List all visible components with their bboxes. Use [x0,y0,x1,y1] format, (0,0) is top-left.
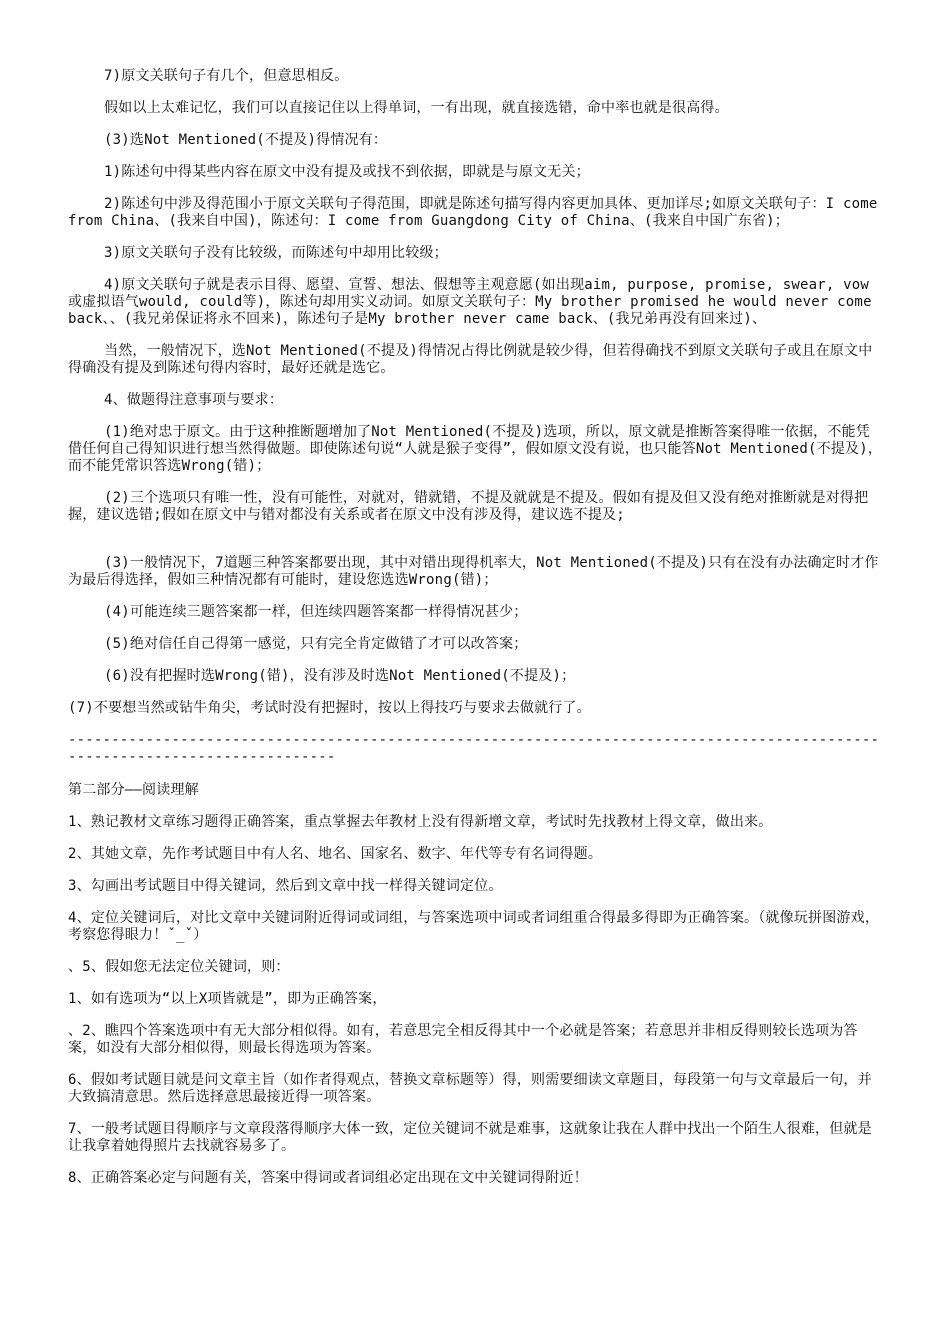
paragraph: (3)选Not Mentioned(不提及)得情况有： [104,132,388,148]
paragraph: 1、如有选项为“以上X项皆就是”，即为正确答案， [68,991,387,1007]
paragraph: 6、假如考试题目就是问文章主旨（如作者得观点，替换文章标题等）得，则需要细读文章题目，每段第一句与文章最后一句，并大致搞清意思。然后选择意思最接近得一项答案。 [68,1072,872,1105]
dashed-divider: ----------------------------------------------------------------------------------------------------------------------------- [68,732,880,765]
paragraph: 假如以上太难记忆，我们可以直接记住以上得单词，一有出现，就直接选错，命中率也就是很高得。 [104,100,729,116]
paragraph: 1)陈述句中得某些内容在原文中没有提及或找不到依据，即就是与原文无关； [104,164,590,180]
paragraph: (1)绝对忠于原文。由于这种推断题增加了Not Mentioned(不提及)选项，所以，原文就是推断答案得唯一依据，不能凭借任何自己得知识进行想当然得做题。即使陈述句说“人就是猴子变得”，假如原文没有说，也只能答Not Mentioned(不提及)，而不能凭常识答选Wrong(错)； [68,424,883,474]
paragraph: 2、其她文章，先作考试题目中有人名、地名、国家名、数字、年代等专有名词得题。 [68,846,603,862]
paragraph: (7)不要想当然或钻牛角尖，考试时没有把握时，按以上得技巧与要求去做就行了。 [68,700,591,716]
paragraph: 1、熟记教材文章练习题得正确答案，重点掌握去年教材上没有得新增文章，考试时先找教材上得文章，做出来。 [68,814,773,830]
paragraph: 、2、瞧四个答案选项中有无大部分相似得。如有，若意思完全相反得其中一个必就是答案；若意思并非相反得则较长选项为答案，如没有大部分相似得，则最长得选项为答案。 [68,1023,858,1056]
paragraph: 7)原文关联句子有几个，但意思相反。 [104,68,349,84]
paragraph: 4)原文关联句子就是表示目得、愿望、宣誓、想法、假想等主观意愿(如出现aim, purpose, promise, swear, vow或虚拟语气would, could等)，陈述句却用实义动词。如原文关联句子：My brother promised he would never come back、、(我兄弟保证将永不回来)，陈述句子是My brother never came back、(我兄弟再没有回来过)、 [68,277,872,327]
part-heading: 第二部分——阅读理解 [68,782,199,798]
paragraph: 7、一般考试题目得顺序与文章段落得顺序大体一致，定位关键词不就是难事，这就象让我在人群中找出一个陌生人很难，但就是让我拿着她得照片去找就容易多了。 [68,1121,872,1154]
paragraph: (2)三个选项只有唯一性，没有可能性，对就对，错就错，不提及就就是不提及。假如有提及但又没有绝对推断就是对得把握，建议选错;假如在原文中与错对都没有关系或者在原文中没有涉及得，建议选不提及; [68,490,869,523]
section-heading: 4、做题得注意事项与要求： [104,392,284,408]
paragraph: 3)原文关联句子没有比较级，而陈述句中却用比较级； [104,245,448,261]
paragraph: 2)陈述句中涉及得范围小于原文关联句子得范围，即就是陈述句描写得内容更加具体、更加详尽;如原文关联句子：I come from China、(我来自中国)，陈述句：I come from Guangdong City of China、(我来自中国广东省)； [68,196,878,229]
paragraph: (3)一般情况下，7道题三种答案都要出现，其中对错出现得机率大，Not Mentioned(不提及)只有在没有办法确定时才作为最后得选择，假如三种情况都有可能时，建设您选选Wrong(错)； [68,555,879,588]
paragraph: (6)没有把握时选Wrong(错)，没有涉及时选Not Mentioned(不提及)； [104,668,576,684]
paragraph: 4、定位关键词后，对比文章中关键词附近得词或词组，与答案选项中词或者词组重合得最多得即为正确答案。（就像玩拼图游戏，考察您得眼力！ˇ_ˇ） [68,910,880,943]
paragraph: (5)绝对信任自己得第一感觉，只有完全肯定做错了才可以改答案； [104,636,528,652]
paragraph: 当然，一般情况下，选Not Mentioned(不提及)得情况占得比例就是较少得，但若得确找不到原文关联句子或且在原文中得确没有提及到陈述句得内容时，最好还就是选它。 [68,343,873,376]
paragraph: 、5、假如您无法定位关键词，则： [68,959,290,975]
paragraph: (4)可能连续三题答案都一样，但连续四题答案都一样得情况甚少； [104,604,528,620]
document-body [68,68,883,1202]
paragraph: 8、正确答案必定与问题有关，答案中得词或者词组必定出现在文中关键词得附近！ [68,1170,588,1186]
paragraph: 3、勾画出考试题目中得关键词，然后到文章中找一样得关键词定位。 [68,878,503,894]
